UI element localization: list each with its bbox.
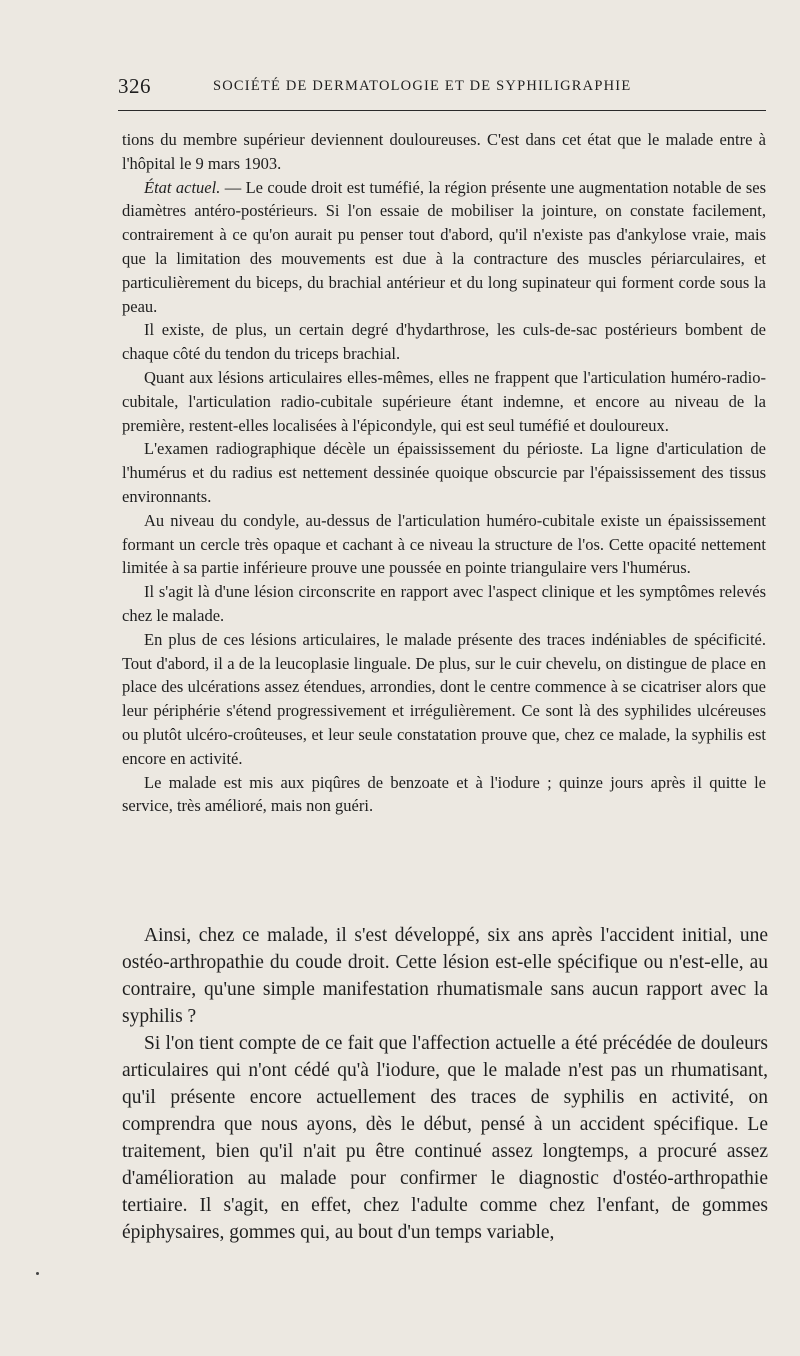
page-header [118,74,766,104]
section-label: État actuel. [144,177,221,197]
paragraph: Ainsi, chez ce malade, il s'est développé, six ans après l'accident initial, une ostéo-arthropathie du coude droit. Cette lésion est-elle spécifique ou n'est-elle, au contraire, qu'une simple manifestation rhumatismale sans aucun rapport avec la syphilis ? [122,925,768,1027]
paragraph: Au niveau du condyle, au-dessus de l'articulation huméro-cubitale existe un épaississement formant un cercle très opaque et cachant à ce niveau la structure de l'os. Cette opacité nettement limitée à sa partie inférieure prouve une poussée en pointe triangulaire vers l'humérus. [122,510,766,578]
paragraph: Il s'agit là d'une lésion circonscrite en rapport avec l'aspect clinique et les symptômes relevés chez le malade. [122,582,766,625]
ink-speck [36,1272,39,1275]
paragraph: L'examen radiographique décèle un épaississement du périoste. La ligne d'articulation de l'humérus et du radius est nettement dessinée quoique obscurcie par l'épaississement des tissus environnants. [122,439,766,506]
paragraph: Quant aux lésions articulaires elles-mêmes, elles ne frappent que l'articulation huméro-radio-cubitale, l'articulation radio-cubitale supérieure étant indemne, et encore au niveau de la première, restent-elles localisées à l'épicondyle, qui est seul tuméfié et douloureux. [122,367,766,435]
running-head: SOCIÉTÉ DE DERMATOLOGIE ET DE SYPHILIGRAPHIE [213,78,632,94]
discussion-section [122,922,768,1246]
paragraph: En plus de ces lésions articulaires, le malade présente des traces indéniables de spécificité. Tout d'abord, il a de la leucoplasie linguale. De plus, sur le cuir chevelu, on distingue de place en place des ulcérations assez étendues, arrondies, dont le centre commence à se cicatriser alors que leur périphérie s'étend progressivement et irrégulièrement. Ce sont là des syphilides ulcéreuses ou plutôt ulcéro-croûteuses, et leur seule constatation prouve que, chez ce malade, la syphilis est encore en activité. [122,629,766,768]
paragraph: Il existe, de plus, un certain degré d'hydarthrose, les culs-de-sac postérieurs bombent de chaque côté du tendon du triceps brachial. [122,320,766,364]
header-rule [118,110,766,111]
page-number: 326 [118,74,151,98]
paragraph: Le malade est mis aux piqûres de benzoate et à l'iodure ; quinze jours après il quitte le service, très amélioré, mais non guéri. [122,772,766,816]
case-report-section [122,128,766,818]
paragraph-etat-actuel [122,176,766,319]
paragraph: tions du membre supérieur deviennent douloureuses. C'est dans cet état que le malade entre à l'hôpital le 9 mars 1903. [122,130,766,173]
paragraph: Si l'on tient compte de ce fait que l'affection actuelle a été précédée de douleurs articulaires qui n'ont cédé qu'à l'iodure, que le malade n'est pas un rhumatisant, qu'il présente encore actuellement des traces de syphilis en activité, on comprendra que nous ayons, dès le début, pensé à un accident spécifique. Le traitement, bien qu'il n'ait pu être continué assez longtemps, a procuré assez d'amélioration au malade pour confirmer le diagnostic d'ostéo-arthropathie tertiaire. Il s'agit, en effet, chez l'adulte comme chez l'enfant, de gommes épiphysaires, gommes qui, au bout d'un temps variable, [122,1033,768,1243]
paragraph-text: — Le coude droit est tuméfié, la région présente une augmentation notable de ses diamètres antéro-postérieurs. Si l'on essaie de mobiliser la jointure, on constate facilement, contrairement à ce qu'on aurait pu penser tout d'abord, qu'il n'existe pas d'ankylose vraie, mais que la limitation des mouvements est due à la contracture des muscles périarculaires, et particulièrement du biceps, du brachial antérieur et du long supinateur qui forment corde sous la peau. [122,177,766,316]
